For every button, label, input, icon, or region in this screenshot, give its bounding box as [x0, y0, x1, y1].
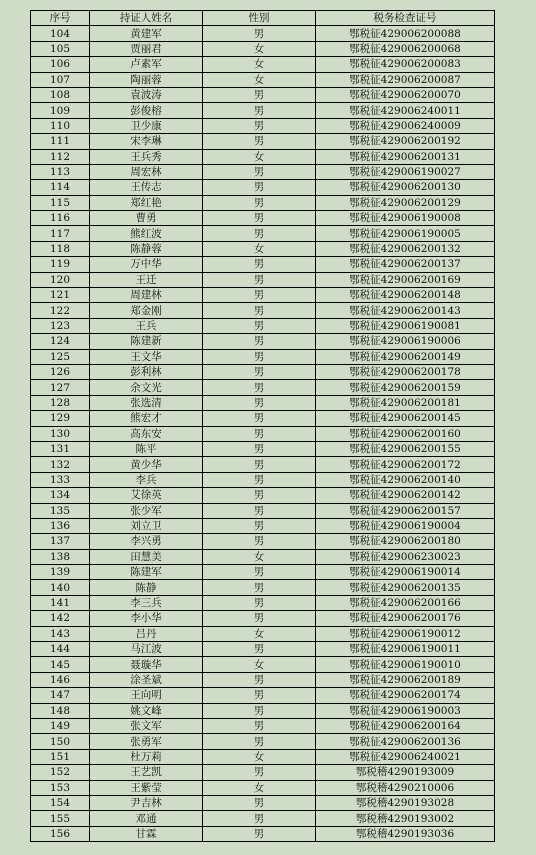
cell-serial-number: 111 — [31, 134, 90, 149]
cell-gender: 男 — [203, 288, 316, 303]
cell-certificate-number: 鄂税征429006200159 — [316, 380, 495, 395]
table-row — [31, 272, 495, 287]
cell-gender: 男 — [203, 826, 316, 841]
cell-gender: 男 — [203, 811, 316, 826]
table-row — [31, 441, 495, 456]
cell-serial-number: 114 — [31, 180, 90, 195]
table-row — [31, 72, 495, 87]
cell-gender: 男 — [203, 580, 316, 595]
table-row — [31, 518, 495, 533]
cell-holder-name: 李三兵 — [90, 595, 203, 610]
cell-certificate-number: 鄂税征429006200087 — [316, 72, 495, 87]
cell-certificate-number: 鄂税征429006190012 — [316, 626, 495, 641]
cell-certificate-number: 鄂税稽4290193002 — [316, 811, 495, 826]
header-serial-number: 序号 — [31, 11, 90, 26]
header-holder-name: 持证人姓名 — [90, 11, 203, 26]
cell-gender: 女 — [203, 57, 316, 72]
cell-certificate-number: 鄂税稽4290193028 — [316, 795, 495, 810]
cell-certificate-number: 鄂税稽4290193009 — [316, 765, 495, 780]
cell-serial-number: 123 — [31, 318, 90, 333]
cell-serial-number: 148 — [31, 703, 90, 718]
cell-serial-number: 117 — [31, 226, 90, 241]
cell-certificate-number: 鄂税征429006200176 — [316, 611, 495, 626]
cell-certificate-number: 鄂税征429006190010 — [316, 657, 495, 672]
cell-gender: 男 — [203, 87, 316, 102]
cell-holder-name: 宋李琳 — [90, 134, 203, 149]
header-certificate-number: 税务检查证号 — [316, 11, 495, 26]
cell-gender: 女 — [203, 149, 316, 164]
table-row — [31, 211, 495, 226]
table-row — [31, 134, 495, 149]
table-row — [31, 288, 495, 303]
cell-serial-number: 112 — [31, 149, 90, 164]
cell-serial-number: 138 — [31, 549, 90, 564]
cell-holder-name: 刘立卫 — [90, 518, 203, 533]
table-row — [31, 57, 495, 72]
table-row — [31, 334, 495, 349]
cell-holder-name: 马江波 — [90, 642, 203, 657]
table-row — [31, 118, 495, 133]
cell-certificate-number: 鄂税征429006190004 — [316, 518, 495, 533]
cell-holder-name: 卫少康 — [90, 118, 203, 133]
cell-serial-number: 104 — [31, 26, 90, 41]
cell-holder-name: 王文华 — [90, 349, 203, 364]
cell-gender: 男 — [203, 26, 316, 41]
cell-certificate-number: 鄂税征429006190081 — [316, 318, 495, 333]
cell-holder-name: 郑红艳 — [90, 195, 203, 210]
cell-serial-number: 109 — [31, 103, 90, 118]
cell-certificate-number: 鄂税征429006200140 — [316, 472, 495, 487]
cell-serial-number: 151 — [31, 749, 90, 764]
table-row — [31, 595, 495, 610]
cell-holder-name: 万中华 — [90, 257, 203, 272]
cell-gender: 男 — [203, 334, 316, 349]
cell-certificate-number: 鄂税征429006200189 — [316, 672, 495, 687]
cell-serial-number: 146 — [31, 672, 90, 687]
cell-serial-number: 107 — [31, 72, 90, 87]
cell-holder-name: 陈建军 — [90, 565, 203, 580]
table-row — [31, 780, 495, 795]
table-row — [31, 718, 495, 733]
cell-gender: 男 — [203, 441, 316, 456]
cell-certificate-number: 鄂税征429006190014 — [316, 565, 495, 580]
table-row — [31, 364, 495, 379]
cell-holder-name: 彭俊榕 — [90, 103, 203, 118]
table-row — [31, 765, 495, 780]
table-row — [31, 795, 495, 810]
cell-gender: 女 — [203, 41, 316, 56]
cell-certificate-number: 鄂税征429006200088 — [316, 26, 495, 41]
cell-holder-name: 张少军 — [90, 503, 203, 518]
table-row — [31, 734, 495, 749]
cell-holder-name: 王传志 — [90, 180, 203, 195]
cell-holder-name: 王兵秀 — [90, 149, 203, 164]
cell-certificate-number: 鄂税征429006200164 — [316, 718, 495, 733]
table-row — [31, 318, 495, 333]
cell-gender: 男 — [203, 257, 316, 272]
cell-gender: 男 — [203, 103, 316, 118]
cell-certificate-number: 鄂税征429006200169 — [316, 272, 495, 287]
cell-holder-name: 田慧美 — [90, 549, 203, 564]
table-row — [31, 180, 495, 195]
cell-holder-name: 艾徐英 — [90, 488, 203, 503]
cell-holder-name: 高东安 — [90, 426, 203, 441]
cell-holder-name: 王艺凯 — [90, 765, 203, 780]
cell-certificate-number: 鄂税征429006190006 — [316, 334, 495, 349]
cell-certificate-number: 鄂税征429006200137 — [316, 257, 495, 272]
cell-holder-name: 陶丽蓉 — [90, 72, 203, 87]
cell-serial-number: 142 — [31, 611, 90, 626]
cell-gender: 男 — [203, 734, 316, 749]
cell-certificate-number: 鄂税征429006200129 — [316, 195, 495, 210]
cell-gender: 女 — [203, 626, 316, 641]
cell-holder-name: 陈建新 — [90, 334, 203, 349]
cell-gender: 男 — [203, 718, 316, 733]
cell-gender: 男 — [203, 226, 316, 241]
taxpayer-inspector-table-sheet — [30, 10, 494, 842]
table-row — [31, 195, 495, 210]
cell-serial-number: 155 — [31, 811, 90, 826]
cell-certificate-number: 鄂税征429006240021 — [316, 749, 495, 764]
cell-holder-name: 陈静蓉 — [90, 241, 203, 256]
table-row — [31, 565, 495, 580]
cell-serial-number: 141 — [31, 595, 90, 610]
cell-serial-number: 127 — [31, 380, 90, 395]
table-row — [31, 226, 495, 241]
cell-holder-name: 曹勇 — [90, 211, 203, 226]
cell-serial-number: 124 — [31, 334, 90, 349]
cell-serial-number: 119 — [31, 257, 90, 272]
cell-gender: 男 — [203, 688, 316, 703]
cell-serial-number: 126 — [31, 364, 90, 379]
cell-serial-number: 118 — [31, 241, 90, 256]
cell-gender: 男 — [203, 349, 316, 364]
table-row — [31, 411, 495, 426]
table-row — [31, 503, 495, 518]
table-row — [31, 241, 495, 256]
cell-holder-name: 李兴勇 — [90, 534, 203, 549]
cell-certificate-number: 鄂税征429006240009 — [316, 118, 495, 133]
cell-holder-name: 熊宏才 — [90, 411, 203, 426]
table-row — [31, 457, 495, 472]
cell-holder-name: 聂璇华 — [90, 657, 203, 672]
cell-gender: 男 — [203, 211, 316, 226]
cell-holder-name: 卢素军 — [90, 57, 203, 72]
table-row — [31, 580, 495, 595]
table-row — [31, 488, 495, 503]
cell-certificate-number: 鄂税征429006190005 — [316, 226, 495, 241]
cell-serial-number: 143 — [31, 626, 90, 641]
cell-certificate-number: 鄂税征429006200180 — [316, 534, 495, 549]
cell-serial-number: 115 — [31, 195, 90, 210]
cell-gender: 男 — [203, 411, 316, 426]
cell-gender: 男 — [203, 488, 316, 503]
cell-gender: 男 — [203, 765, 316, 780]
cell-holder-name: 李兵 — [90, 472, 203, 487]
cell-serial-number: 154 — [31, 795, 90, 810]
cell-serial-number: 105 — [31, 41, 90, 56]
cell-certificate-number: 鄂税征429006200068 — [316, 41, 495, 56]
cell-serial-number: 106 — [31, 57, 90, 72]
cell-certificate-number: 鄂税征429006200136 — [316, 734, 495, 749]
cell-holder-name: 吕丹 — [90, 626, 203, 641]
cell-serial-number: 145 — [31, 657, 90, 672]
table-row — [31, 811, 495, 826]
table-header-row — [31, 11, 495, 26]
table-row — [31, 41, 495, 56]
cell-holder-name: 邓通 — [90, 811, 203, 826]
cell-holder-name: 尹吉林 — [90, 795, 203, 810]
cell-serial-number: 140 — [31, 580, 90, 595]
cell-serial-number: 136 — [31, 518, 90, 533]
cell-certificate-number: 鄂税征429006200131 — [316, 149, 495, 164]
cell-serial-number: 153 — [31, 780, 90, 795]
cell-gender: 男 — [203, 195, 316, 210]
cell-certificate-number: 鄂税征429006200166 — [316, 595, 495, 610]
cell-serial-number: 134 — [31, 488, 90, 503]
cell-gender: 女 — [203, 657, 316, 672]
table-row — [31, 257, 495, 272]
table-row — [31, 395, 495, 410]
cell-gender: 男 — [203, 134, 316, 149]
cell-gender: 男 — [203, 672, 316, 687]
cell-serial-number: 122 — [31, 303, 90, 318]
table-row — [31, 164, 495, 179]
table-row — [31, 749, 495, 764]
cell-certificate-number: 鄂税征429006200178 — [316, 364, 495, 379]
cell-certificate-number: 鄂税征429006200172 — [316, 457, 495, 472]
cell-serial-number: 121 — [31, 288, 90, 303]
cell-gender: 男 — [203, 611, 316, 626]
table-row — [31, 303, 495, 318]
cell-holder-name: 贾丽君 — [90, 41, 203, 56]
table-row — [31, 380, 495, 395]
cell-serial-number: 156 — [31, 826, 90, 841]
cell-certificate-number: 鄂税稽4290193036 — [316, 826, 495, 841]
cell-holder-name: 郑金刚 — [90, 303, 203, 318]
cell-holder-name: 杜万莉 — [90, 749, 203, 764]
cell-gender: 男 — [203, 426, 316, 441]
table-row — [31, 26, 495, 41]
table-row — [31, 657, 495, 672]
cell-serial-number: 132 — [31, 457, 90, 472]
cell-gender: 男 — [203, 518, 316, 533]
cell-serial-number: 116 — [31, 211, 90, 226]
cell-gender: 男 — [203, 534, 316, 549]
cell-certificate-number: 鄂税征429006190027 — [316, 164, 495, 179]
cell-holder-name: 熊红波 — [90, 226, 203, 241]
cell-gender: 男 — [203, 565, 316, 580]
cell-gender: 男 — [203, 303, 316, 318]
cell-holder-name: 袁波涛 — [90, 87, 203, 102]
cell-serial-number: 133 — [31, 472, 90, 487]
cell-holder-name: 涂圣斌 — [90, 672, 203, 687]
cell-serial-number: 110 — [31, 118, 90, 133]
inspection-certificate-table — [30, 10, 495, 842]
cell-gender: 男 — [203, 364, 316, 379]
cell-certificate-number: 鄂税征429006190003 — [316, 703, 495, 718]
cell-gender: 男 — [203, 703, 316, 718]
cell-serial-number: 128 — [31, 395, 90, 410]
table-row — [31, 626, 495, 641]
table-row — [31, 426, 495, 441]
table-row — [31, 688, 495, 703]
cell-gender: 男 — [203, 642, 316, 657]
cell-certificate-number: 鄂税征429006200145 — [316, 411, 495, 426]
table-row — [31, 611, 495, 626]
table-row — [31, 826, 495, 841]
cell-certificate-number: 鄂税征429006200143 — [316, 303, 495, 318]
cell-holder-name: 李小华 — [90, 611, 203, 626]
cell-serial-number: 144 — [31, 642, 90, 657]
cell-gender: 男 — [203, 164, 316, 179]
table-row — [31, 549, 495, 564]
cell-serial-number: 139 — [31, 565, 90, 580]
cell-holder-name: 黄建军 — [90, 26, 203, 41]
table-row — [31, 703, 495, 718]
cell-serial-number: 120 — [31, 272, 90, 287]
cell-certificate-number: 鄂税征429006200132 — [316, 241, 495, 256]
cell-holder-name: 周宏林 — [90, 164, 203, 179]
cell-serial-number: 125 — [31, 349, 90, 364]
cell-serial-number: 150 — [31, 734, 90, 749]
table-row — [31, 87, 495, 102]
cell-holder-name: 陈静 — [90, 580, 203, 595]
cell-gender: 男 — [203, 457, 316, 472]
cell-holder-name: 陈平 — [90, 441, 203, 456]
cell-certificate-number: 鄂税征429006200181 — [316, 395, 495, 410]
table-row — [31, 672, 495, 687]
cell-certificate-number: 鄂税征429006200070 — [316, 87, 495, 102]
cell-serial-number: 137 — [31, 534, 90, 549]
cell-gender: 男 — [203, 503, 316, 518]
cell-certificate-number: 鄂税征429006200130 — [316, 180, 495, 195]
cell-holder-name: 姚文峰 — [90, 703, 203, 718]
table-row — [31, 642, 495, 657]
cell-holder-name: 张文军 — [90, 718, 203, 733]
cell-gender: 男 — [203, 118, 316, 133]
cell-certificate-number: 鄂税征429006200157 — [316, 503, 495, 518]
cell-holder-name: 王迁 — [90, 272, 203, 287]
cell-gender: 女 — [203, 780, 316, 795]
cell-certificate-number: 鄂税征429006200192 — [316, 134, 495, 149]
cell-gender: 男 — [203, 595, 316, 610]
table-row — [31, 349, 495, 364]
cell-holder-name: 黄少华 — [90, 457, 203, 472]
cell-serial-number: 135 — [31, 503, 90, 518]
cell-gender: 男 — [203, 380, 316, 395]
cell-serial-number: 147 — [31, 688, 90, 703]
cell-certificate-number: 鄂税征429006200149 — [316, 349, 495, 364]
cell-gender: 男 — [203, 472, 316, 487]
cell-certificate-number: 鄂税征429006230023 — [316, 549, 495, 564]
cell-serial-number: 152 — [31, 765, 90, 780]
cell-gender: 男 — [203, 395, 316, 410]
cell-gender: 女 — [203, 241, 316, 256]
cell-certificate-number: 鄂税征429006190008 — [316, 211, 495, 226]
cell-certificate-number: 鄂税征429006200160 — [316, 426, 495, 441]
cell-serial-number: 130 — [31, 426, 90, 441]
cell-certificate-number: 鄂税征429006200142 — [316, 488, 495, 503]
cell-holder-name: 张勇军 — [90, 734, 203, 749]
cell-certificate-number: 鄂税征429006190011 — [316, 642, 495, 657]
cell-gender: 女 — [203, 749, 316, 764]
cell-serial-number: 149 — [31, 718, 90, 733]
cell-certificate-number: 鄂税征429006200135 — [316, 580, 495, 595]
cell-holder-name: 余文光 — [90, 380, 203, 395]
cell-holder-name: 周建林 — [90, 288, 203, 303]
cell-gender: 男 — [203, 180, 316, 195]
cell-certificate-number: 鄂税征429006200083 — [316, 57, 495, 72]
cell-gender: 男 — [203, 318, 316, 333]
cell-holder-name: 王紫莹 — [90, 780, 203, 795]
cell-gender: 女 — [203, 72, 316, 87]
table-row — [31, 534, 495, 549]
cell-gender: 男 — [203, 272, 316, 287]
cell-serial-number: 129 — [31, 411, 90, 426]
cell-gender: 女 — [203, 549, 316, 564]
cell-holder-name: 王兵 — [90, 318, 203, 333]
cell-certificate-number: 鄂税征429006240011 — [316, 103, 495, 118]
cell-serial-number: 113 — [31, 164, 90, 179]
cell-holder-name: 甘霖 — [90, 826, 203, 841]
table-row — [31, 103, 495, 118]
cell-serial-number: 131 — [31, 441, 90, 456]
cell-holder-name: 彭利林 — [90, 364, 203, 379]
header-gender: 性别 — [203, 11, 316, 26]
table-row — [31, 149, 495, 164]
cell-certificate-number: 鄂税征429006200155 — [316, 441, 495, 456]
table-row — [31, 472, 495, 487]
cell-gender: 男 — [203, 795, 316, 810]
cell-certificate-number: 鄂税稽4290210006 — [316, 780, 495, 795]
cell-certificate-number: 鄂税征429006200174 — [316, 688, 495, 703]
cell-holder-name: 王向明 — [90, 688, 203, 703]
cell-holder-name: 张选清 — [90, 395, 203, 410]
cell-certificate-number: 鄂税征429006200148 — [316, 288, 495, 303]
cell-serial-number: 108 — [31, 87, 90, 102]
